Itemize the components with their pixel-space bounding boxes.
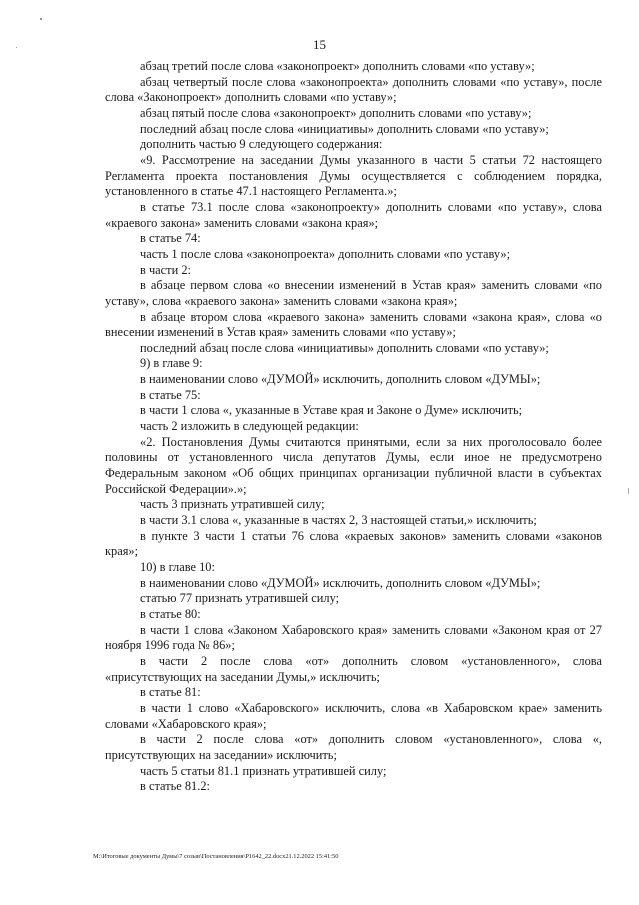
paragraph: в части 1 слова «Законом Хабаровского края» заменить словами «Законом края от 27 ноября 1996 года № 86»; [105, 622, 602, 653]
file-path-footer: М:\Итоговые документы Думы\7 созыв\Постановления\Р1642_22.docx21.12.2022 15:41:50 [93, 853, 339, 860]
paragraph: в абзаце втором слова «краевого закона» заменить словами «закона края», слова «о внесении изменений в Устав края» заменить словами «по уставу»; [105, 309, 602, 340]
paragraph: часть 5 статьи 81.1 признать утратившей силу; [140, 763, 387, 778]
paragraph: дополнить частью 9 следующего содержания: [140, 137, 383, 152]
paragraph: последний абзац после слова «инициативы» дополнить словами «по уставу»; [140, 340, 549, 355]
paragraph: в части 3.1 слова «, указанные в частях 2, 3 настоящей статьи,» исключить; [140, 513, 537, 528]
scan-artifact [628, 488, 629, 494]
paragraph: абзац третий после слова «законопроект» дополнить словами «по уставу»; [140, 59, 535, 73]
paragraph: абзац четвертый после слова «законопроекта» дополнить словами «по уставу», после слова «Законопроект» дополнить словами «по уставу»; [105, 74, 602, 105]
paragraph: в статье 81: [140, 685, 201, 700]
paragraph: часть 3 признать утратившей силу; [140, 497, 325, 512]
paragraph: в статье 80: [140, 606, 201, 621]
paragraph: в абзаце первом слова «о внесении изменений в Устав края» заменить словами «по уставу», слова «краевого закона» заменить словами «закона края»; [105, 278, 602, 308]
paragraph: «9. Рассмотрение на заседании Думы указанного в части 5 статьи 72 настоящего Регламента проекта постановления Думы осуществляется с соблюдением порядка, установленного в статье 47.1 настоящего Регламента.»; [105, 152, 602, 199]
paragraph: в части 2 после слова «от» дополнить словом «установленного», слова «, присутствующих на заседании» исключить; [105, 732, 602, 762]
page-number: 15 [313, 37, 326, 52]
paragraph: абзац пятый после слова «законопроект» дополнить словами «по уставу»; [140, 105, 532, 120]
paragraph: последний абзац после слова «инициативы» дополнить словами «по уставу»; [140, 121, 549, 136]
paragraph: в наименовании слово «ДУМОЙ» исключить, дополнить словом «ДУМЫ»; [140, 372, 541, 387]
paragraph: в наименовании слово «ДУМОЙ» исключить, дополнить словом «ДУМЫ»; [140, 575, 541, 590]
paragraph: в части 2 после слова «от» дополнить словом «установленного», слова «присутствующих на заседании Думы,» исключить; [105, 653, 602, 684]
document-body [105, 59, 602, 795]
paragraph: «2. Постановления Думы считаются принятыми, если за них проголосовало более половины от установленного числа депутатов Думы, если иное не предусмотрено Федеральным законом «Об общих принципах организации публичной власти в субъектах Российской Федерации».»; [105, 434, 602, 496]
paragraph: статью 77 признать утратившей силу; [140, 591, 340, 606]
paragraph: в части 1 слова «, указанные в Уставе края и Законе о Думе» исключить; [140, 403, 523, 418]
paragraph: в пункте 3 части 1 статьи 76 слова «краевых законов» заменить словами «законов края»; [105, 528, 602, 559]
scan-artifact [40, 18, 42, 20]
paragraph: часть 1 после слова «законопроекта» дополнить словами «по уставу»; [140, 246, 511, 261]
paragraph: в статье 81.2: [140, 779, 210, 794]
paragraph: в части 1 слово «Хабаровского» исключить, слова «в Хабаровском крае» заменить словами «Хабаровского края»; [105, 700, 602, 731]
paragraph: 9) в главе 9: [140, 356, 203, 371]
paragraph: в статье 73.1 после слова «законопроекту» дополнить словами «по уставу», слова «краевого закона» заменить словами «закона края»; [105, 199, 602, 230]
paragraph: 10) в главе 10: [140, 560, 215, 574]
paragraph: в части 2: [140, 262, 191, 277]
paragraph: в статье 74: [140, 231, 201, 246]
paragraph: в статье 75: [140, 387, 201, 402]
paragraph: часть 2 изложить в следующей редакции: [140, 419, 359, 434]
